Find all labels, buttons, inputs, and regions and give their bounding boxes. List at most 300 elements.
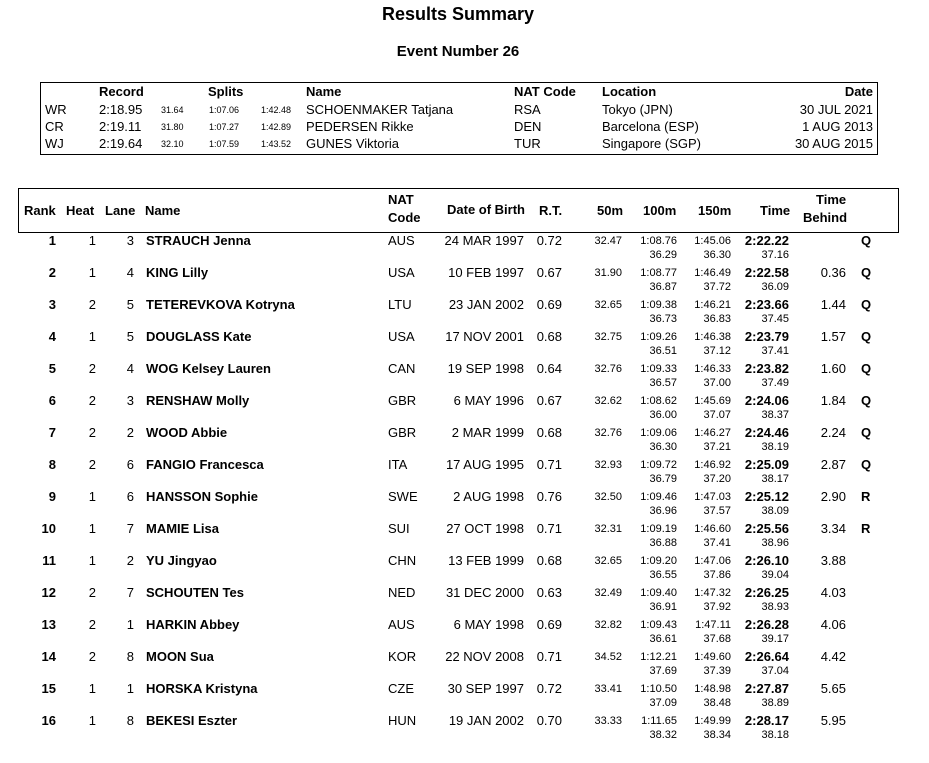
time-behind: 5.65: [820, 681, 846, 696]
header-time-behind-1: Time: [816, 192, 847, 207]
split-150m: 1:49.99: [694, 715, 731, 727]
lap-150m: 36.30: [703, 249, 731, 261]
lap-150m: 37.41: [703, 537, 731, 549]
date-of-birth: 2 MAR 1999: [451, 425, 524, 440]
split-50m: 32.75: [594, 331, 622, 343]
nat-code: LTU: [388, 297, 412, 312]
split-100m: 1:09.46: [640, 491, 677, 503]
rank: 1: [48, 233, 56, 248]
nat-code: KOR: [388, 649, 417, 664]
split-150m: 1:46.60: [694, 523, 731, 535]
reaction-time: 0.64: [536, 361, 562, 376]
lap-100m: 36.29: [649, 249, 677, 261]
split-50m: 32.50: [594, 491, 622, 503]
lane: 5: [126, 297, 134, 312]
qualifier: R: [861, 489, 871, 504]
heat: 1: [88, 489, 96, 504]
athlete-name: DOUGLASS Kate: [146, 329, 252, 344]
rank: 5: [48, 361, 56, 376]
qualifier: Q: [861, 265, 872, 280]
header-nat: NAT: [388, 192, 414, 207]
rank: 2: [48, 265, 56, 280]
nat-code: AUS: [388, 233, 415, 248]
lap-100m: 36.30: [649, 441, 677, 453]
split-50m: 32.76: [594, 427, 622, 439]
heat: 2: [88, 361, 96, 376]
result-row: [0, 229, 929, 261]
athlete-name: KING Lilly: [146, 265, 209, 280]
split-150m: 1:47.32: [694, 587, 731, 599]
time-behind: 4.06: [820, 617, 846, 632]
result-row: [0, 645, 929, 677]
lap-150m: 37.12: [703, 345, 731, 357]
records-header-record: Record: [99, 84, 144, 99]
split-50m: 32.49: [594, 587, 622, 599]
qualifier: Q: [861, 329, 872, 344]
final-time: 2:26.28: [744, 617, 789, 632]
lap-200m: 39.17: [761, 633, 789, 645]
final-time: 2:27.87: [744, 681, 789, 696]
split-150m: 1:45.69: [694, 395, 731, 407]
split-150m: 1:47.06: [694, 555, 731, 567]
split-100m: 1:09.40: [640, 587, 677, 599]
split-50m: 32.31: [594, 523, 622, 535]
rec-code: WJ: [45, 136, 64, 151]
reaction-time: 0.72: [536, 681, 562, 696]
lane: 3: [126, 233, 134, 248]
lap-200m: 38.17: [761, 473, 789, 485]
split-150m: 1:46.49: [694, 267, 731, 279]
rank: 3: [48, 297, 56, 312]
rec-date: 30 JUL 2021: [799, 102, 873, 117]
split-150m: 1:46.38: [694, 331, 731, 343]
nat-code: USA: [388, 265, 415, 280]
nat-code: SWE: [388, 489, 418, 504]
reaction-time: 0.71: [536, 457, 562, 472]
lap-200m: 37.04: [761, 665, 789, 677]
qualifier: Q: [861, 361, 872, 376]
athlete-name: HORSKA Kristyna: [146, 681, 258, 696]
split-100m: 1:09.19: [640, 523, 677, 535]
header-time: Time: [760, 203, 791, 218]
nat-code: NED: [388, 585, 416, 600]
split-150m: 1:47.11: [695, 619, 731, 631]
result-row: [0, 549, 929, 581]
heat: 1: [88, 265, 96, 280]
result-row: [0, 517, 929, 549]
record-row: [41, 136, 877, 153]
lap-200m: 37.41: [761, 345, 789, 357]
split-100m: 1:09.43: [640, 619, 677, 631]
header-lane: Lane: [105, 203, 136, 218]
record-row: [41, 119, 877, 136]
result-row: [0, 325, 929, 357]
date-of-birth: 27 OCT 1998: [446, 521, 524, 536]
header-heat: Heat: [66, 203, 95, 218]
lap-100m: 36.73: [649, 313, 677, 325]
lap-200m: 38.09: [761, 505, 789, 517]
rec-time: 2:19.64: [99, 136, 143, 151]
result-row: [0, 485, 929, 517]
athlete-name: MAMIE Lisa: [146, 521, 219, 536]
nat-code: ITA: [388, 457, 408, 472]
split-100m: 1:08.62: [640, 395, 677, 407]
lap-100m: 36.51: [649, 345, 677, 357]
qualifier: Q: [861, 457, 872, 472]
result-row: [0, 357, 929, 389]
rank: 15: [41, 681, 56, 696]
athlete-name: RENSHAW Molly: [146, 393, 250, 408]
rec-nat: DEN: [514, 119, 542, 134]
lap-150m: 38.48: [703, 697, 731, 709]
split-50m: 32.93: [594, 459, 622, 471]
page-title: Results Summary: [381, 4, 535, 24]
date-of-birth: 31 DEC 2000: [445, 585, 524, 600]
lap-100m: 36.00: [649, 409, 677, 421]
final-time: 2:28.17: [744, 713, 789, 728]
lap-200m: 39.04: [761, 569, 789, 581]
result-row: [0, 389, 929, 421]
header-dob: Date of Birth: [447, 202, 525, 217]
final-time: 2:24.06: [744, 393, 789, 408]
split-100m: 1:12.21: [640, 651, 677, 663]
time-behind: 3.88: [820, 553, 846, 568]
lap-200m: 38.18: [761, 729, 789, 741]
lap-200m: 38.37: [761, 409, 789, 421]
rank: 7: [48, 425, 56, 440]
records-header-date: Date: [844, 84, 873, 99]
time-behind: 1.84: [820, 393, 846, 408]
lap-200m: 38.19: [761, 441, 789, 453]
lap-100m: 36.55: [649, 569, 677, 581]
rank: 11: [42, 553, 56, 568]
heat: 2: [88, 585, 96, 600]
final-time: 2:26.25: [744, 585, 789, 600]
final-time: 2:22.58: [744, 265, 789, 280]
final-time: 2:25.09: [744, 457, 789, 472]
reaction-time: 0.70: [536, 713, 562, 728]
split-50m: 32.76: [594, 363, 622, 375]
lap-200m: 37.49: [761, 377, 789, 389]
time-behind: 2.24: [820, 425, 846, 440]
date-of-birth: 6 MAY 1998: [453, 617, 524, 632]
heat: 1: [88, 681, 96, 696]
lap-100m: 36.79: [649, 473, 677, 485]
rank: 4: [48, 329, 56, 344]
date-of-birth: 19 JAN 2002: [448, 713, 524, 728]
split-50m: 32.65: [594, 299, 622, 311]
split-100m: 1:09.72: [640, 459, 677, 471]
result-row: [0, 581, 929, 613]
date-of-birth: 19 SEP 1998: [447, 361, 524, 376]
time-behind: 1.57: [820, 329, 846, 344]
lap-200m: 36.09: [761, 281, 789, 293]
lap-150m: 37.57: [703, 505, 731, 517]
rank: 9: [48, 489, 56, 504]
date-of-birth: 30 SEP 1997: [447, 681, 524, 696]
qualifier: Q: [861, 425, 872, 440]
date-of-birth: 17 AUG 1995: [445, 457, 524, 472]
lane: 2: [126, 425, 134, 440]
final-time: 2:23.79: [744, 329, 789, 344]
athlete-name: MOON Sua: [146, 649, 214, 664]
reaction-time: 0.69: [536, 297, 562, 312]
header-time-behind-2: Behind: [803, 210, 848, 225]
split-50m: 32.47: [594, 235, 622, 247]
split-100m: 1:08.76: [640, 235, 677, 247]
lap-150m: 37.00: [703, 377, 731, 389]
split-100m: 1:09.26: [640, 331, 677, 343]
result-row: [0, 453, 929, 485]
rec-nat: RSA: [514, 102, 541, 117]
athlete-name: TETEREVKOVA Kotryna: [146, 297, 295, 312]
date-of-birth: 13 FEB 1999: [448, 553, 524, 568]
date-of-birth: 22 NOV 2008: [445, 649, 524, 664]
rank: 6: [48, 393, 56, 408]
final-time: 2:26.64: [744, 649, 789, 664]
date-of-birth: 17 NOV 2001: [445, 329, 524, 344]
lap-150m: 37.92: [703, 601, 731, 613]
lane: 1: [126, 681, 134, 696]
rank: 10: [41, 521, 56, 536]
athlete-name: FANGIO Francesca: [146, 457, 264, 472]
lap-200m: 37.16: [761, 249, 789, 261]
final-time: 2:25.56: [744, 521, 789, 536]
rec-location: Tokyo (JPN): [602, 102, 673, 117]
time-behind: 4.03: [820, 585, 846, 600]
time-behind: 4.42: [820, 649, 846, 664]
rec-split-1: 31.80: [161, 122, 184, 132]
time-behind: 1.44: [820, 297, 846, 312]
lap-100m: 38.32: [649, 729, 677, 741]
heat: 1: [88, 233, 96, 248]
reaction-time: 0.71: [536, 649, 562, 664]
reaction-time: 0.67: [536, 393, 562, 408]
split-50m: 32.82: [594, 619, 622, 631]
rec-location: Singapore (SGP): [602, 136, 701, 151]
rec-name: GUNES Viktoria: [306, 136, 399, 151]
split-150m: 1:46.92: [694, 459, 731, 471]
lap-100m: 36.91: [649, 601, 677, 613]
heat: 2: [88, 297, 96, 312]
split-50m: 34.52: [594, 651, 622, 663]
split-50m: 33.41: [594, 683, 622, 695]
reaction-time: 0.67: [536, 265, 562, 280]
split-150m: 1:49.60: [694, 651, 731, 663]
nat-code: CHN: [388, 553, 417, 568]
lap-150m: 37.68: [703, 633, 731, 645]
split-150m: 1:45.06: [694, 235, 731, 247]
lane: 5: [126, 329, 134, 344]
rec-location: Barcelona (ESP): [602, 119, 699, 134]
rec-code: CR: [45, 119, 64, 134]
nat-code: GBR: [388, 393, 417, 408]
records-header-nat: NAT Code: [514, 84, 576, 99]
heat: 2: [88, 457, 96, 472]
lane: 4: [126, 265, 134, 280]
lap-150m: 37.07: [703, 409, 731, 421]
heat: 2: [88, 617, 96, 632]
lap-200m: 37.45: [761, 313, 789, 325]
heat: 2: [88, 425, 96, 440]
final-time: 2:24.46: [744, 425, 789, 440]
lane: 6: [126, 489, 134, 504]
split-50m: 31.90: [594, 267, 622, 279]
lap-100m: 36.96: [649, 505, 677, 517]
rec-split-3: 1:42.89: [261, 122, 292, 132]
rec-time: 2:18.95: [99, 102, 143, 117]
reaction-time: 0.71: [536, 521, 562, 536]
lap-100m: 36.87: [649, 281, 677, 293]
qualifier: R: [861, 521, 871, 536]
heat: 1: [88, 553, 96, 568]
lane: 6: [126, 457, 134, 472]
split-50m: 32.65: [594, 555, 622, 567]
date-of-birth: 23 JAN 2002: [448, 297, 524, 312]
lap-200m: 38.96: [761, 537, 789, 549]
lap-200m: 38.89: [761, 697, 789, 709]
result-row: [0, 677, 929, 709]
records-header-splits: Splits: [208, 84, 244, 99]
result-row: [0, 421, 929, 453]
lane: 4: [126, 361, 134, 376]
time-behind: 0.36: [820, 265, 846, 280]
lane: 2: [126, 553, 134, 568]
rec-name: SCHOENMAKER Tatjana: [306, 102, 454, 117]
lap-150m: 37.21: [703, 441, 731, 453]
rec-date: 30 AUG 2015: [794, 136, 873, 151]
athlete-name: WOG Kelsey Lauren: [146, 361, 271, 376]
header-150m: 150m: [698, 203, 732, 218]
nat-code: GBR: [388, 425, 417, 440]
header-rt: R.T.: [539, 203, 563, 218]
header-50m: 50m: [597, 203, 624, 218]
rec-code: WR: [45, 102, 67, 117]
rec-split-2: 1:07.27: [209, 122, 240, 132]
split-150m: 1:48.98: [694, 683, 731, 695]
split-150m: 1:47.03: [694, 491, 731, 503]
result-row: [0, 293, 929, 325]
lane: 8: [126, 713, 134, 728]
event-number: Event Number 26: [396, 43, 520, 60]
date-of-birth: 2 AUG 1998: [453, 489, 524, 504]
lap-100m: 36.61: [649, 633, 677, 645]
athlete-name: HARKIN Abbey: [146, 617, 240, 632]
split-100m: 1:09.20: [640, 555, 677, 567]
record-row: [41, 102, 877, 119]
records-header-location: Location: [602, 84, 657, 99]
time-behind: 3.34: [820, 521, 846, 536]
reaction-time: 0.76: [536, 489, 562, 504]
header-rank: Rank: [24, 203, 56, 218]
athlete-name: SCHOUTEN Tes: [146, 585, 244, 600]
split-100m: 1:09.38: [640, 299, 677, 311]
time-behind: 1.60: [820, 361, 846, 376]
reaction-time: 0.63: [536, 585, 562, 600]
rec-time: 2:19.11: [99, 119, 142, 134]
split-150m: 1:46.27: [694, 427, 731, 439]
reaction-time: 0.68: [536, 329, 562, 344]
records-header-name: Name: [306, 84, 342, 99]
rank: 14: [41, 649, 56, 664]
lane: 7: [126, 585, 134, 600]
reaction-time: 0.68: [536, 425, 562, 440]
split-100m: 1:11.65: [641, 715, 677, 727]
heat: 1: [88, 521, 96, 536]
lap-150m: 37.86: [703, 569, 731, 581]
date-of-birth: 10 FEB 1997: [448, 265, 524, 280]
rank: 16: [41, 713, 56, 728]
nat-code: SUI: [388, 521, 410, 536]
rec-split-1: 31.64: [161, 105, 184, 115]
lap-100m: 37.69: [649, 665, 677, 677]
lap-100m: 36.57: [649, 377, 677, 389]
reaction-time: 0.72: [536, 233, 562, 248]
time-behind: 2.87: [820, 457, 846, 472]
heat: 2: [88, 393, 96, 408]
rec-split-3: 1:42.48: [261, 105, 292, 115]
heat: 1: [88, 713, 96, 728]
date-of-birth: 6 MAY 1996: [453, 393, 524, 408]
athlete-name: HANSSON Sophie: [146, 489, 258, 504]
reaction-time: 0.68: [536, 553, 562, 568]
result-row: [0, 709, 929, 741]
time-behind: 2.90: [820, 489, 846, 504]
lane: 7: [126, 521, 134, 536]
lap-100m: 36.88: [649, 537, 677, 549]
lap-150m: 37.39: [703, 665, 731, 677]
final-time: 2:26.10: [744, 553, 789, 568]
split-100m: 1:10.50: [640, 683, 677, 695]
records-box: [40, 82, 878, 155]
rec-split-1: 32.10: [161, 139, 184, 149]
lane: 1: [126, 617, 134, 632]
rec-split-3: 1:43.52: [261, 139, 292, 149]
result-row: [0, 261, 929, 293]
final-time: 2:22.22: [744, 233, 789, 248]
lane: 3: [126, 393, 134, 408]
lap-150m: 38.34: [703, 729, 731, 741]
split-100m: 1:08.77: [640, 267, 677, 279]
time-behind: 5.95: [820, 713, 846, 728]
rank: 8: [48, 457, 56, 472]
header-100m: 100m: [643, 203, 677, 218]
heat: 2: [88, 649, 96, 664]
rank: 12: [41, 585, 56, 600]
nat-code: USA: [388, 329, 415, 344]
nat-code: CAN: [388, 361, 416, 376]
qualifier: Q: [861, 393, 872, 408]
date-of-birth: 24 MAR 1997: [444, 233, 524, 248]
split-100m: 1:09.06: [640, 427, 677, 439]
nat-code: HUN: [388, 713, 417, 728]
athlete-name: WOOD Abbie: [146, 425, 228, 440]
reaction-time: 0.69: [536, 617, 562, 632]
rec-date: 1 AUG 2013: [802, 119, 873, 134]
rank: 13: [41, 617, 56, 632]
header-code: Code: [388, 210, 421, 225]
split-50m: 32.62: [594, 395, 622, 407]
lap-150m: 37.20: [703, 473, 731, 485]
athlete-name: YU Jingyao: [146, 553, 217, 568]
athlete-name: BEKESI Eszter: [146, 713, 238, 728]
lane: 8: [126, 649, 134, 664]
lap-200m: 38.93: [761, 601, 789, 613]
heat: 1: [88, 329, 96, 344]
rec-name: PEDERSEN Rikke: [306, 119, 414, 134]
split-100m: 1:09.33: [640, 363, 677, 375]
athlete-name: STRAUCH Jenna: [146, 233, 251, 248]
